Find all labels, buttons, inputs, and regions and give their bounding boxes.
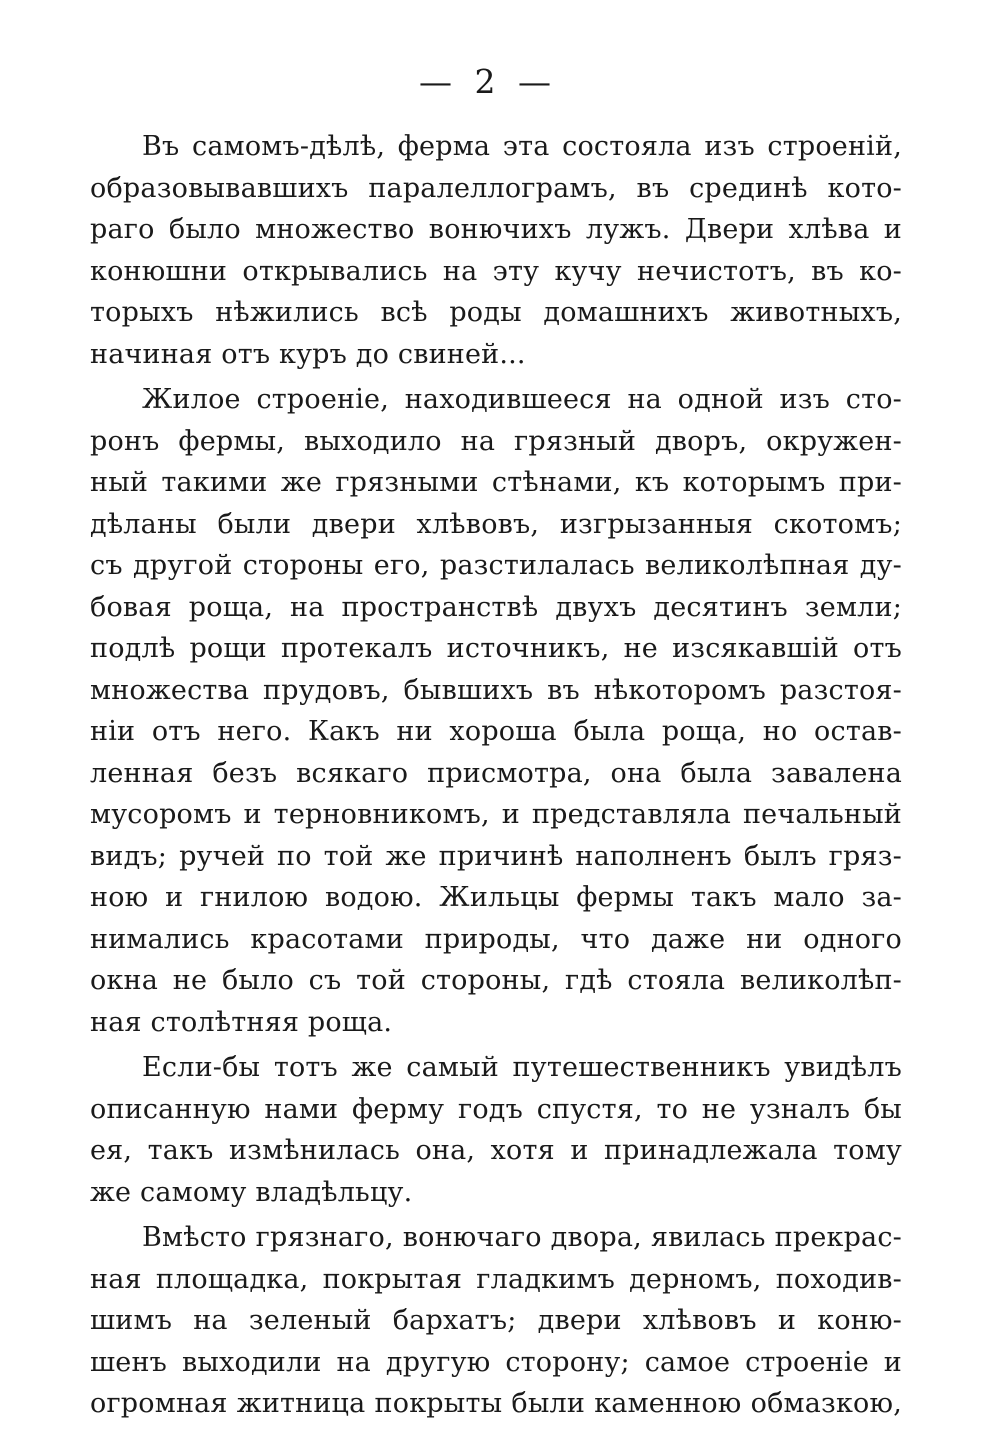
text-line: ея, такъ измѣнилась она, хотя и принадлежала тому [90, 1135, 902, 1166]
text-line: же самому владѣльцу. [90, 1176, 413, 1208]
text-line: мусоромъ и терновникомъ, и представляла печальный [90, 799, 902, 830]
paragraph-2 [90, 379, 902, 1043]
text-line: торыхъ нѣжились всѣ роды домашнихъ животныхъ, [90, 297, 902, 328]
text-line: ронъ фермы, выходило на грязный дворъ, окружен- [90, 425, 902, 457]
text-line: конюшни открывались на эту кучу нечистотъ, въ ко- [90, 255, 902, 287]
text-line: раго было множество вонючихъ лужъ. Двери хлѣва и [90, 214, 902, 245]
text-line: ная площадка, покрытая гладкимъ дерномъ, походив- [90, 1263, 902, 1295]
text-line: подлѣ рощи протекалъ источникъ, не изсякавшій отъ [90, 633, 902, 664]
paragraph-4 [90, 1217, 902, 1425]
text-line: ною и гнилою водою. Жильцы фермы такъ мало за- [90, 882, 902, 913]
text-line: множества прудовъ, бывшихъ въ нѣкоторомъ разстоя- [90, 674, 902, 706]
paragraph-1 [90, 126, 902, 375]
text-line: ная столѣтняя роща. [90, 1006, 393, 1038]
text-line: окна не было съ той стороны, гдѣ стояла великолѣп- [90, 965, 902, 996]
text-line: образовывавшихъ паралеллограмъ, въ срединѣ кото- [90, 172, 902, 204]
text-line: огромная житница покрыты были каменною обмазкою, [90, 1388, 902, 1419]
text-line: бовая роща, на пространствѣ двухъ десятинъ земли; [90, 591, 902, 623]
text-line: ный такими же грязными стѣнами, къ которымъ при- [90, 467, 902, 498]
text-line: ленная безъ всякаго присмотра, она была завалена [90, 757, 902, 789]
text-line: описанную нами ферму годъ спустя, то не узналъ бы [90, 1093, 902, 1125]
text-line: начиная отъ куръ до свиней... [90, 338, 526, 370]
paragraph-3 [90, 1047, 902, 1213]
text-line: съ другой стороны его, разстилалась великолѣпная ду- [90, 550, 902, 581]
text-line: нимались красотами природы, что даже ни одного [90, 923, 902, 955]
text-line: дѣланы были двери хлѣвовъ, изгрызанныя скотомъ; [90, 508, 902, 540]
text-line: шимъ на зеленый бархатъ; двери хлѣвовъ и коню- [90, 1305, 902, 1336]
text-line: ніи отъ него. Какъ ни хороша была роща, но остав- [90, 716, 902, 747]
text-line: шенъ выходили на другую сторону; самое строеніе и [90, 1346, 902, 1378]
text-line: Жилое строеніе, находившееся на одной изъ сто- [142, 384, 902, 415]
body-text [90, 126, 902, 1429]
text-line: Вмѣсто грязнаго, вонючаго двора, явилась прекрас- [142, 1222, 902, 1253]
text-line: Если-бы тотъ же самый путешественникъ увидѣлъ [142, 1052, 902, 1083]
text-line: Въ самомъ-дѣлѣ, ферма эта состояла изъ строеній, [142, 131, 902, 162]
text-line: видъ; ручей по той же причинѣ наполненъ былъ гряз- [90, 840, 902, 872]
page-number: — 2 — [419, 62, 557, 101]
